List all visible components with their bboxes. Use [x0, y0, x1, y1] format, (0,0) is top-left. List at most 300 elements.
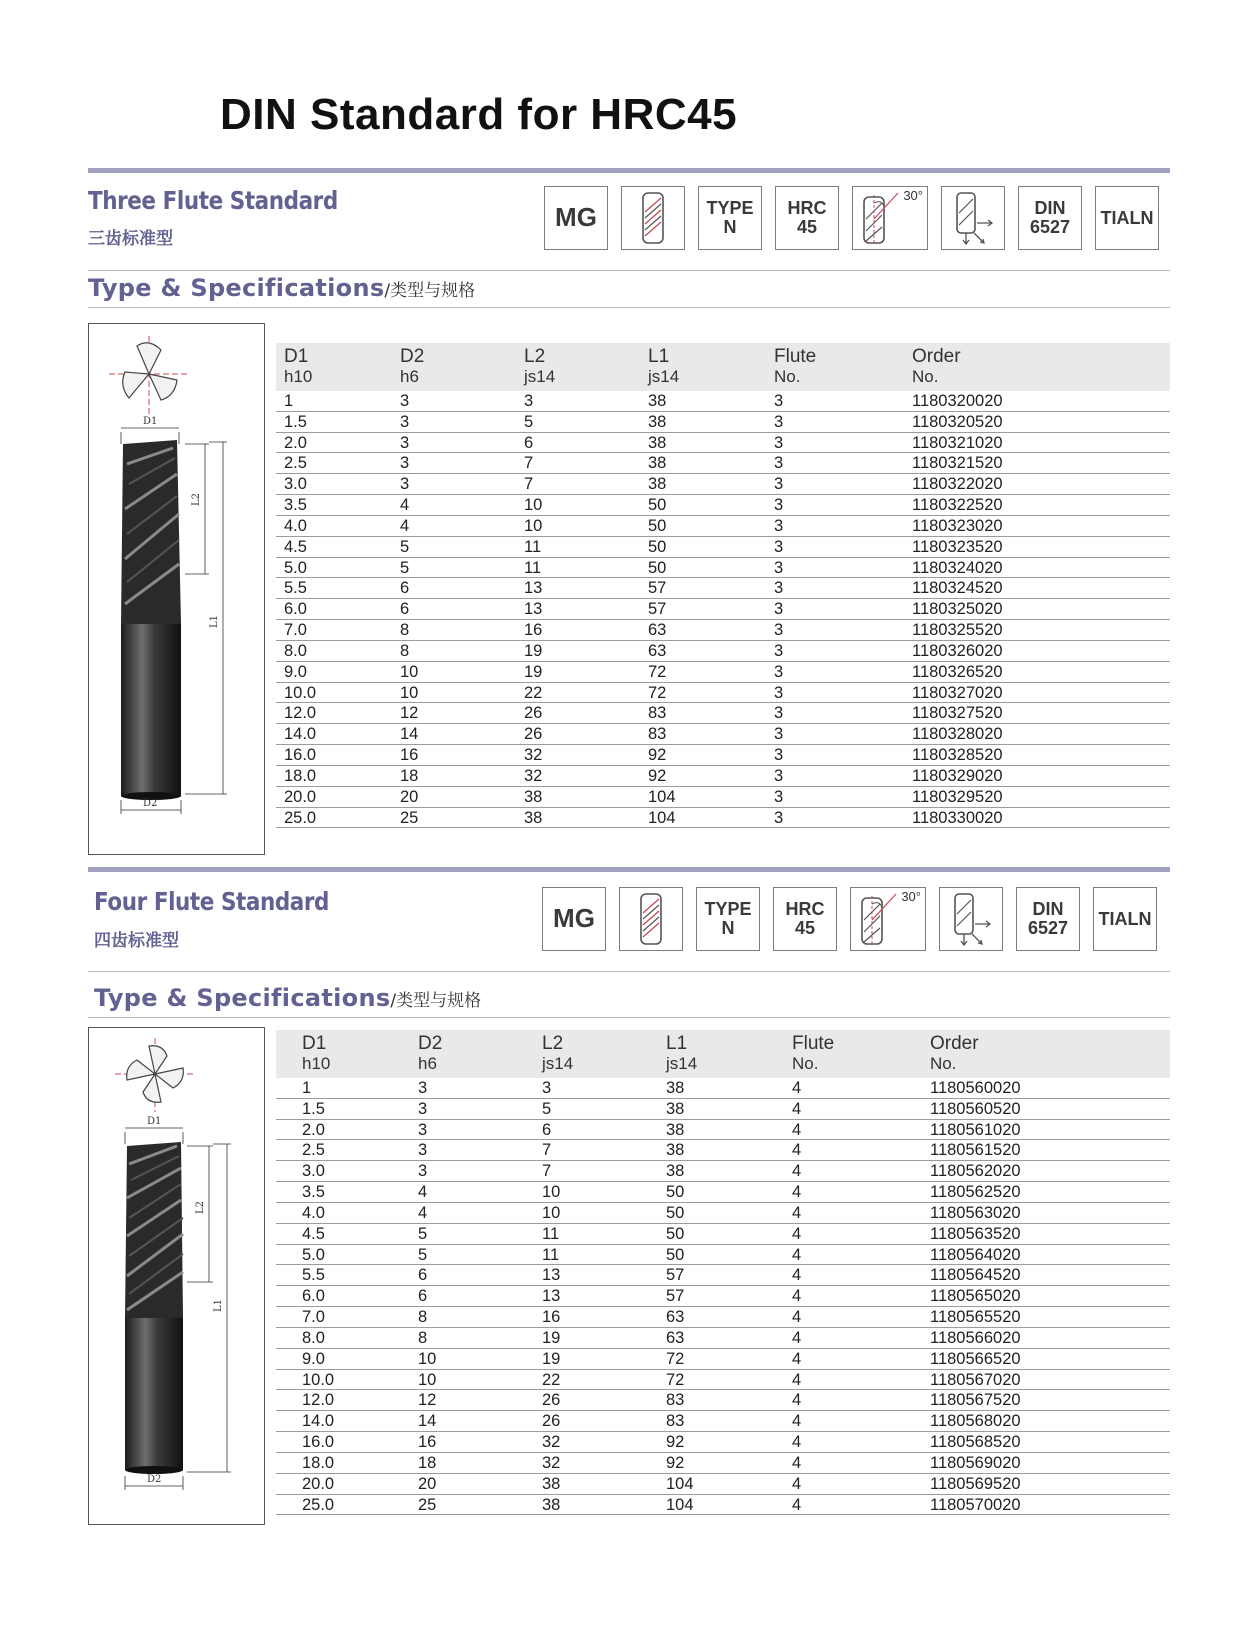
divider [88, 971, 1170, 972]
hrc-badge [773, 887, 837, 951]
cell-d2: 16 [418, 1433, 437, 1452]
cell-l2: 5 [542, 1099, 552, 1118]
cell-flute: 3 [774, 433, 784, 452]
table-row [276, 745, 1170, 766]
d1-label: D1 [143, 416, 158, 427]
spec-heading-en: Type & Specifications [88, 274, 385, 302]
table-row [276, 1099, 1170, 1120]
mg-badge: MG [544, 186, 608, 250]
cell-flute: 3 [774, 454, 784, 473]
table-row [276, 412, 1170, 433]
cell-flute: 3 [774, 496, 784, 515]
col-d1-tol: h10 [302, 1054, 331, 1073]
table-row [276, 1328, 1170, 1349]
cell-d2: 5 [418, 1224, 428, 1243]
cell-flute: 3 [774, 787, 784, 806]
cell-order: 1180321020 [912, 433, 1003, 452]
cell-order: 1180323020 [912, 516, 1003, 535]
cell-l2: 19 [524, 641, 543, 660]
din-badge [1018, 186, 1082, 250]
cell-order: 1180329020 [912, 766, 1003, 785]
cell-order: 1180564520 [930, 1266, 1021, 1285]
table-row [276, 1286, 1170, 1307]
col-flute-sub: No. [774, 367, 801, 386]
cell-flute: 4 [792, 1370, 802, 1389]
cell-l1: 83 [666, 1391, 685, 1410]
cross-section-icon [115, 1038, 193, 1112]
cell-order: 1180323520 [912, 537, 1003, 556]
col-d2-name: D2 [400, 346, 425, 367]
cell-l2: 13 [524, 579, 543, 598]
col-l1-tol: js14 [666, 1054, 698, 1073]
cell-d2: 3 [400, 412, 410, 431]
cell-d2: 18 [400, 766, 419, 785]
table-body [276, 1078, 1170, 1515]
spec-heading-zh: /类型与规格 [384, 281, 476, 301]
col-l1-tol: js14 [648, 367, 680, 386]
cell-d2: 6 [418, 1266, 428, 1285]
col-order-name: Order [912, 346, 961, 367]
cell-d1: 16.0 [284, 746, 317, 765]
cell-d2: 14 [400, 725, 419, 744]
cell-d1: 2.5 [302, 1141, 325, 1160]
hrc-label: HRC [785, 899, 825, 920]
cell-order: 1180324520 [912, 579, 1003, 598]
col-l1 [666, 1034, 697, 1074]
cell-d2: 8 [418, 1328, 428, 1347]
cell-d2: 20 [418, 1474, 437, 1493]
col-l1-name: L1 [648, 346, 670, 367]
cell-d1: 14.0 [302, 1412, 335, 1431]
section-subtitle-four-flute: 四齿标准型 [94, 931, 179, 951]
table-row [276, 516, 1170, 537]
cell-l2: 19 [542, 1328, 561, 1347]
cell-l1: 50 [666, 1183, 685, 1202]
cell-flute: 3 [774, 537, 784, 556]
cell-l2: 7 [542, 1162, 552, 1181]
cell-l2: 38 [524, 808, 543, 827]
cell-d2: 5 [418, 1245, 428, 1264]
table-row [276, 453, 1170, 474]
cell-d2: 3 [400, 433, 410, 452]
section-title-four-flute: Four Flute Standard [94, 887, 329, 916]
cell-l2: 6 [542, 1120, 552, 1139]
hrc-label: HRC [787, 198, 827, 219]
cell-d1: 6.0 [302, 1287, 325, 1306]
cell-d2: 14 [418, 1412, 437, 1431]
cell-d2: 4 [400, 516, 410, 535]
cell-flute: 4 [792, 1349, 802, 1368]
hrc-badge [775, 186, 839, 250]
cell-d1: 9.0 [284, 662, 307, 681]
cell-order: 1180566020 [930, 1328, 1021, 1347]
cell-l2: 11 [524, 558, 542, 577]
cell-flute: 4 [792, 1474, 802, 1493]
cutting-direction-icon [939, 887, 1003, 951]
din-label: DIN [1034, 198, 1066, 219]
cell-d2: 4 [418, 1183, 428, 1202]
cell-d1: 8.0 [302, 1328, 325, 1347]
cell-l2: 13 [524, 600, 543, 619]
table-row [276, 391, 1170, 412]
din-value: 6527 [1027, 918, 1069, 938]
cell-order: 1180561020 [930, 1120, 1021, 1139]
page-title: DIN Standard for HRC45 [220, 90, 738, 139]
cell-flute: 3 [774, 475, 784, 494]
col-flute-sub: No. [792, 1054, 819, 1073]
cell-d2: 6 [400, 600, 410, 619]
cell-flute: 3 [774, 808, 784, 827]
cell-l2: 10 [524, 516, 543, 535]
cell-d1: 4.5 [302, 1224, 325, 1243]
cell-d2: 16 [400, 746, 419, 765]
l2-label: L2 [195, 1200, 206, 1214]
cell-d1: 1 [302, 1079, 312, 1097]
coating-badge: TIALN [1093, 887, 1157, 951]
cell-flute: 3 [774, 392, 784, 410]
cell-d2: 10 [400, 683, 419, 702]
cell-d2: 6 [400, 579, 410, 598]
cell-order: 1180320520 [912, 412, 1003, 431]
table-row [276, 1203, 1170, 1224]
cell-order: 1180560020 [930, 1079, 1021, 1097]
cell-flute: 4 [792, 1495, 802, 1514]
cell-l2: 11 [542, 1224, 560, 1243]
spec-icon-bar [542, 887, 1157, 951]
cell-l1: 57 [666, 1287, 685, 1306]
cell-d1: 10.0 [302, 1370, 335, 1389]
spec-icon-bar [544, 186, 1159, 250]
cell-l2: 22 [542, 1370, 561, 1389]
three-flute-end-mill-drawing [88, 323, 265, 855]
cell-d2: 3 [418, 1120, 428, 1139]
cell-l1: 63 [648, 621, 667, 640]
cell-l2: 3 [524, 392, 534, 410]
cell-order: 1180565520 [930, 1308, 1021, 1327]
cell-d2: 3 [418, 1099, 428, 1118]
spec-heading-en: Type & Specifications [94, 984, 391, 1012]
table-header [276, 343, 1170, 391]
table-row [276, 1370, 1170, 1391]
cell-l1: 63 [666, 1308, 685, 1327]
cell-d1: 12.0 [284, 704, 317, 723]
cell-d2: 4 [400, 496, 410, 515]
cell-l2: 38 [524, 787, 543, 806]
three-flute-spec-table [276, 343, 1170, 828]
table-row [276, 641, 1170, 662]
cell-flute: 4 [792, 1224, 802, 1243]
cell-l1: 38 [666, 1120, 685, 1139]
four-flute-spec-table [276, 1030, 1170, 1515]
cell-l2: 7 [542, 1141, 552, 1160]
col-l2-tol: js14 [542, 1054, 574, 1073]
helix-flute-icon [621, 186, 685, 250]
table-row [276, 703, 1170, 724]
cell-l1: 72 [648, 662, 667, 681]
cell-flute: 3 [774, 683, 784, 702]
cell-d1: 1.5 [284, 412, 307, 431]
cell-l1: 92 [666, 1453, 685, 1472]
cell-d1: 3.5 [284, 496, 307, 515]
cell-d1: 2.0 [302, 1120, 325, 1139]
cell-d1: 7.0 [284, 621, 307, 640]
col-l1 [648, 347, 679, 387]
cell-l1: 92 [648, 746, 667, 765]
cell-order: 1180563520 [930, 1224, 1021, 1243]
cell-flute: 4 [792, 1203, 802, 1222]
cell-l1: 72 [666, 1370, 685, 1389]
cell-l1: 83 [648, 725, 667, 744]
cell-d1: 1 [284, 392, 294, 410]
cell-d1: 18.0 [284, 766, 317, 785]
table-row [276, 787, 1170, 808]
cell-l2: 32 [524, 746, 543, 765]
cell-l2: 10 [542, 1203, 561, 1222]
coating-badge: TIALN [1095, 186, 1159, 250]
cell-order: 1180320020 [912, 392, 1003, 410]
col-d2 [400, 347, 424, 387]
table-row [276, 599, 1170, 620]
cell-l2: 16 [542, 1308, 561, 1327]
cell-l1: 104 [666, 1474, 694, 1493]
table-row [276, 620, 1170, 641]
cell-flute: 3 [774, 641, 784, 660]
cell-l1: 50 [648, 558, 667, 577]
cell-l1: 50 [648, 496, 667, 515]
cell-d2: 3 [418, 1079, 428, 1097]
col-d1 [284, 347, 312, 387]
cell-flute: 3 [774, 766, 784, 785]
cell-d1: 4.5 [284, 537, 307, 556]
cell-l2: 26 [542, 1391, 561, 1410]
table-row [276, 495, 1170, 516]
type-label: TYPE [704, 899, 752, 920]
type-label: TYPE [706, 198, 754, 219]
cell-d1: 5.0 [284, 558, 307, 577]
cell-d2: 3 [400, 475, 410, 494]
table-row [276, 1411, 1170, 1432]
cell-flute: 3 [774, 746, 784, 765]
cell-l2: 32 [542, 1453, 561, 1472]
cell-flute: 3 [774, 558, 784, 577]
cell-d2: 4 [418, 1203, 428, 1222]
cell-l1: 50 [666, 1245, 685, 1264]
cell-flute: 4 [792, 1079, 802, 1097]
cell-d2: 3 [400, 392, 410, 410]
cell-flute: 3 [774, 704, 784, 723]
cell-flute: 4 [792, 1433, 802, 1452]
cell-order: 1180324020 [912, 558, 1003, 577]
cell-order: 1180326520 [912, 662, 1003, 681]
cell-d1: 4.0 [284, 516, 307, 535]
table-row [276, 683, 1170, 704]
type-value: N [723, 217, 737, 237]
cell-l1: 38 [648, 412, 667, 431]
cell-d2: 6 [418, 1287, 428, 1306]
divider [88, 270, 1170, 271]
spec-heading [88, 274, 475, 302]
cell-d1: 7.0 [302, 1308, 325, 1327]
divider [88, 1017, 1170, 1018]
table-row [276, 433, 1170, 454]
cell-d1: 8.0 [284, 641, 307, 660]
din-badge [1016, 887, 1080, 951]
l2-label: L2 [191, 492, 202, 506]
cell-l1: 38 [666, 1162, 685, 1181]
cell-l1: 104 [648, 787, 676, 806]
cell-l2: 10 [524, 496, 543, 515]
cell-d2: 8 [418, 1308, 428, 1327]
cell-d2: 5 [400, 537, 410, 556]
cell-d2: 10 [418, 1349, 437, 1368]
cell-d2: 25 [400, 808, 419, 827]
helix-angle-icon [850, 887, 926, 951]
col-d2 [418, 1034, 442, 1074]
cell-order: 1180327520 [912, 704, 1003, 723]
cell-l1: 72 [648, 683, 667, 702]
cell-d1: 3.0 [284, 475, 307, 494]
cell-d1: 3.0 [302, 1162, 325, 1181]
cell-l2: 16 [524, 621, 543, 640]
cell-flute: 4 [792, 1099, 802, 1118]
cell-flute: 3 [774, 662, 784, 681]
cell-d1: 3.5 [302, 1183, 325, 1202]
col-order [930, 1034, 979, 1074]
cell-l1: 83 [666, 1412, 685, 1431]
table-row [276, 474, 1170, 495]
cell-d1: 5.5 [284, 579, 307, 598]
hrc-value: 45 [796, 217, 818, 237]
cell-d1: 9.0 [302, 1349, 325, 1368]
cell-l2: 38 [542, 1474, 561, 1493]
cell-l2: 13 [542, 1266, 561, 1285]
table-row [276, 558, 1170, 579]
table-row [276, 1474, 1170, 1495]
table-row [276, 1140, 1170, 1161]
cell-order: 1180569520 [930, 1474, 1021, 1493]
cell-flute: 4 [792, 1266, 802, 1285]
four-flute-end-mill-drawing [88, 1027, 265, 1525]
cell-l2: 3 [542, 1079, 552, 1097]
mg-badge: MG [542, 887, 606, 951]
col-l2-tol: js14 [524, 367, 556, 386]
cell-order: 1180326020 [912, 641, 1003, 660]
table-row [276, 1161, 1170, 1182]
cell-l1: 104 [666, 1495, 694, 1514]
helix-angle-icon [852, 186, 928, 250]
table-row [276, 1120, 1170, 1141]
cell-d2: 12 [400, 704, 419, 723]
cell-l1: 83 [648, 704, 667, 723]
cell-l2: 19 [542, 1349, 561, 1368]
cell-d1: 16.0 [302, 1433, 335, 1452]
table-row [276, 724, 1170, 745]
table-row [276, 1349, 1170, 1370]
cell-flute: 4 [792, 1162, 802, 1181]
divider [88, 307, 1170, 308]
table-row [276, 808, 1170, 829]
cell-l1: 63 [648, 641, 667, 660]
col-d1-tol: h10 [284, 367, 313, 386]
cell-order: 1180328520 [912, 746, 1003, 765]
type-n-badge [698, 186, 762, 250]
cell-d1: 12.0 [302, 1391, 335, 1410]
cell-d2: 10 [400, 662, 419, 681]
table-row [276, 537, 1170, 558]
d2-label: D2 [147, 1474, 162, 1485]
col-flute-name: Flute [792, 1033, 835, 1054]
table-row [276, 662, 1170, 683]
cell-flute: 3 [774, 725, 784, 744]
cell-order: 1180564020 [930, 1245, 1021, 1264]
cell-l1: 92 [648, 766, 667, 785]
table-row [276, 766, 1170, 787]
col-order-sub: No. [912, 367, 939, 386]
col-order-name: Order [930, 1033, 979, 1054]
cell-d2: 8 [400, 621, 410, 640]
cell-l2: 19 [524, 662, 543, 681]
col-order-sub: No. [930, 1054, 957, 1073]
cell-flute: 4 [792, 1245, 802, 1264]
cell-order: 1180327020 [912, 683, 1003, 702]
cell-l1: 72 [666, 1349, 685, 1368]
cell-order: 1180562520 [930, 1183, 1021, 1202]
helix-angle-label: 30° [901, 889, 921, 904]
cell-l2: 32 [524, 766, 543, 785]
cutting-direction-icon [941, 186, 1005, 250]
cell-l1: 104 [648, 808, 676, 827]
cell-d1: 4.0 [302, 1203, 325, 1222]
cell-d1: 10.0 [284, 683, 317, 702]
col-flute [774, 347, 816, 387]
cell-l1: 38 [648, 454, 667, 473]
cell-l1: 38 [666, 1141, 685, 1160]
cell-l2: 26 [524, 725, 543, 744]
cell-l2: 38 [542, 1495, 561, 1514]
cell-d2: 3 [400, 454, 410, 473]
table-row [276, 1182, 1170, 1203]
cell-d1: 2.0 [284, 433, 307, 452]
cell-d2: 18 [418, 1453, 437, 1472]
cell-l1: 63 [666, 1328, 685, 1347]
cell-d1: 20.0 [284, 787, 317, 806]
cell-flute: 4 [792, 1391, 802, 1410]
cell-flute: 3 [774, 621, 784, 640]
cell-l2: 13 [542, 1287, 561, 1306]
cell-flute: 4 [792, 1141, 802, 1160]
helix-flute-icon [619, 887, 683, 951]
cell-flute: 4 [792, 1453, 802, 1472]
col-d1-name: D1 [284, 346, 309, 367]
table-row [276, 1078, 1170, 1099]
cell-l2: 7 [524, 475, 534, 494]
table-row [276, 1245, 1170, 1266]
cell-d2: 10 [418, 1370, 437, 1389]
cell-l2: 22 [524, 683, 543, 702]
cell-order: 1180565020 [930, 1287, 1021, 1306]
cell-order: 1180329520 [912, 787, 1003, 806]
cell-l1: 38 [648, 433, 667, 452]
cell-l1: 38 [666, 1079, 685, 1097]
din-label: DIN [1032, 899, 1064, 920]
cell-d2: 8 [400, 641, 410, 660]
table-row [276, 578, 1170, 599]
cell-flute: 3 [774, 516, 784, 535]
col-d2-tol: h6 [418, 1054, 437, 1073]
cell-flute: 4 [792, 1120, 802, 1139]
cell-d1: 2.5 [284, 454, 307, 473]
cell-d1: 14.0 [284, 725, 317, 744]
